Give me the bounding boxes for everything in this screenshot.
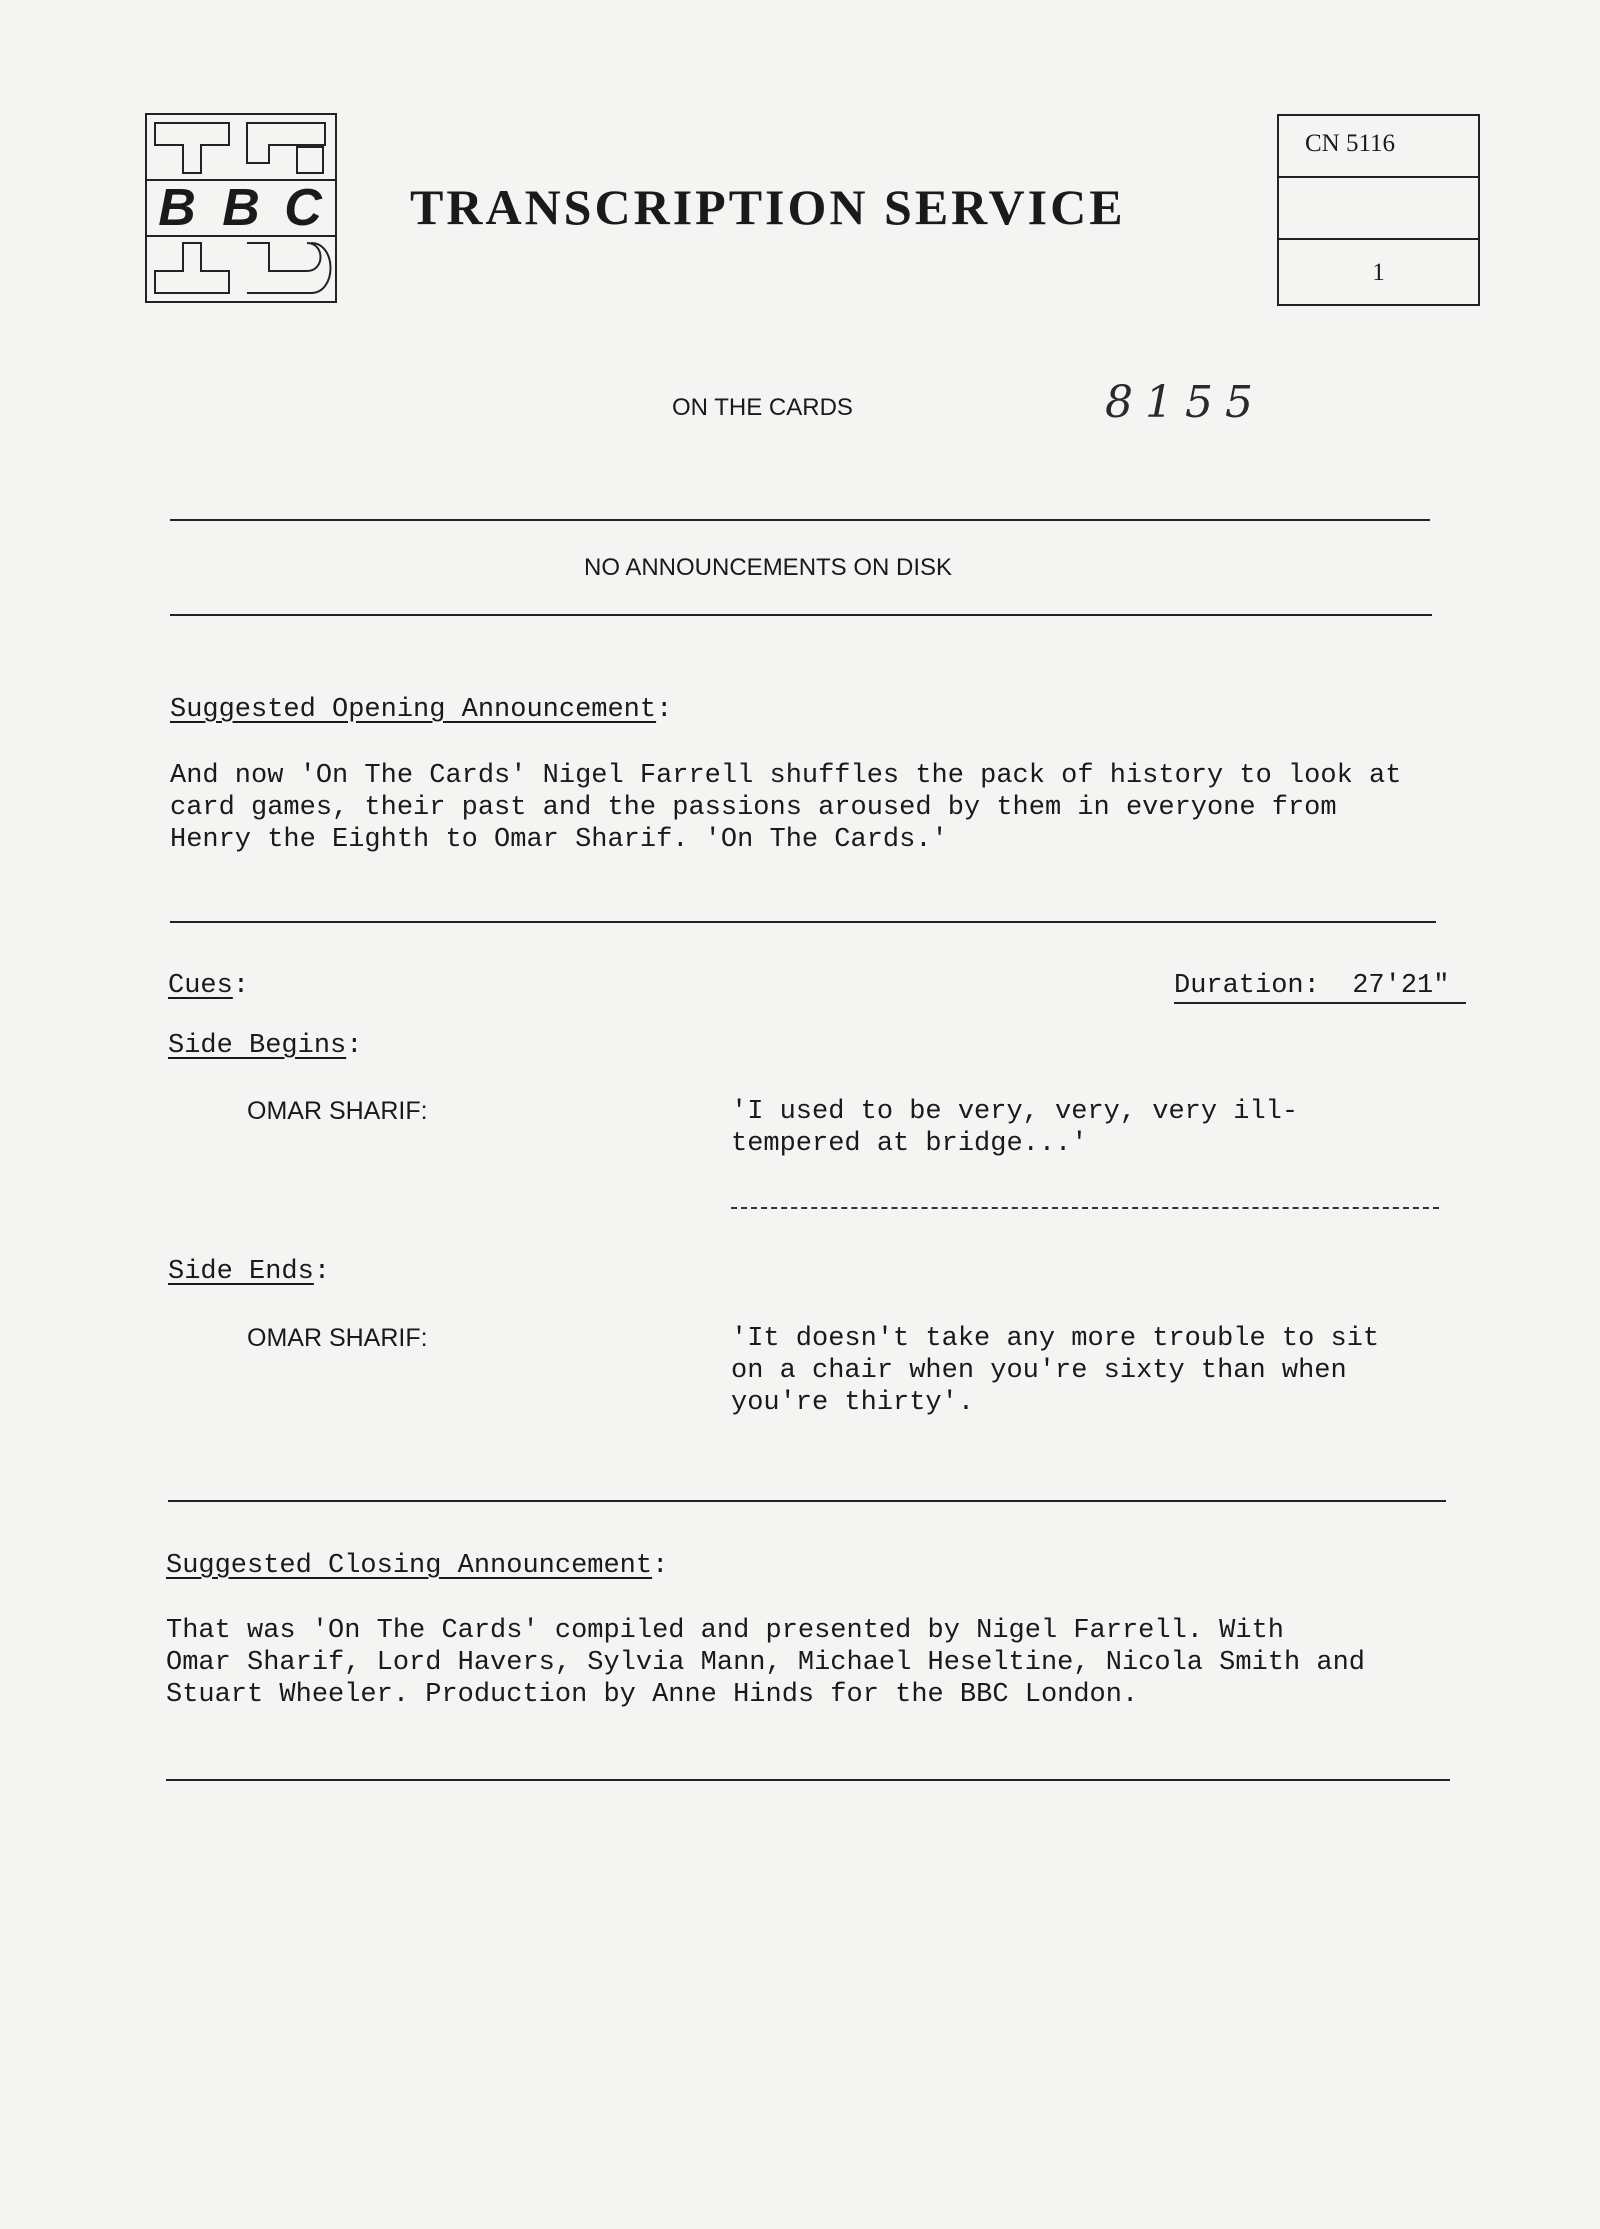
opening-heading-colon: : (656, 695, 673, 725)
divider (170, 519, 1430, 521)
quote-line: on a chair when you're sixty than when (731, 1356, 1347, 1386)
reference-box (1277, 114, 1480, 306)
opening-line: And now 'On The Cards' Nigel Farrell shuffles the pack of history to look at (170, 761, 1402, 791)
side-ends-quote (731, 1323, 1431, 1423)
logo-outline-s-top (247, 123, 325, 163)
bbc-ts-logo (145, 113, 337, 303)
quote-line: tempered at bridge...' (731, 1129, 1088, 1159)
handwritten-note: 8155 (1105, 377, 1265, 428)
closing-announcement (166, 1615, 1446, 1715)
cues-heading-colon: : (232, 971, 250, 1001)
cues-heading-text: Cues (168, 971, 233, 1001)
logo-letter-1: B (158, 179, 196, 237)
divider (170, 921, 1436, 923)
announcement-notice: NO ANNOUNCEMENTS ON DISK (584, 554, 953, 581)
closing-heading-text: Suggested Closing Announcement (166, 1551, 653, 1581)
side-begins-heading-text: Side Begins (168, 1031, 347, 1061)
reference-blank-cell (1279, 178, 1478, 240)
opening-announcement (170, 760, 1430, 860)
closing-heading-colon: : (652, 1551, 669, 1581)
programme-title: ON THE CARDS (672, 394, 853, 421)
logo-outline-s-bottom (247, 243, 321, 271)
logo-letter-2: B (222, 179, 260, 237)
logo-outline-t (155, 123, 229, 173)
side-begins-heading (168, 1030, 362, 1062)
logo-letter-3: C (284, 179, 322, 237)
side-begins-heading-colon: : (346, 1031, 363, 1061)
side-ends-speaker: OMAR SHARIF: (247, 1324, 428, 1352)
divider (170, 614, 1432, 616)
logo-outline-s-mid (297, 147, 323, 173)
opening-line: Henry the Eighth to Omar Sharif. 'On The Cards.' (170, 825, 948, 855)
cues-heading (168, 970, 249, 1002)
quote-line: 'I used to be very, very, very ill- (731, 1097, 1299, 1127)
logo-outline-s-bottom-2 (247, 243, 331, 293)
duration-label: Duration: (1174, 971, 1320, 1001)
duration (1174, 970, 1449, 1002)
quote-line: you're thirty'. (731, 1388, 975, 1418)
sheet-number: 1 (1372, 259, 1385, 286)
duration-value: 27'21" (1352, 971, 1450, 1001)
side-ends-heading-text: Side Ends (168, 1257, 314, 1287)
closing-heading (166, 1550, 668, 1582)
logo-graphic (147, 115, 335, 301)
service-title: TRANSCRIPTION SERVICE (410, 179, 1126, 235)
logo-outline-t-bottom (155, 243, 229, 293)
closing-line: Omar Sharif, Lord Havers, Sylvia Mann, Michael Heseltine, Nicola Smith and (166, 1648, 1365, 1678)
opening-heading (170, 694, 672, 726)
closing-line: Stuart Wheeler. Production by Anne Hinds for the BBC London. (166, 1680, 1139, 1710)
dashed-divider (731, 1207, 1439, 1209)
opening-line: card games, their past and the passions aroused by them in everyone from (170, 793, 1337, 823)
quote-line: 'It doesn't take any more trouble to sit (731, 1324, 1380, 1354)
side-begins-speaker: OMAR SHARIF: (247, 1097, 428, 1125)
opening-heading-text: Suggested Opening Announcement (170, 695, 657, 725)
duration-underline (1174, 1002, 1466, 1004)
divider (168, 1500, 1446, 1502)
side-ends-heading (168, 1256, 330, 1288)
closing-line: That was 'On The Cards' compiled and presented by Nigel Farrell. With (166, 1616, 1284, 1646)
divider (166, 1779, 1450, 1781)
side-ends-heading-colon: : (313, 1257, 331, 1287)
side-begins-quote (731, 1096, 1431, 1166)
catalogue-number: CN 5116 (1279, 116, 1478, 178)
